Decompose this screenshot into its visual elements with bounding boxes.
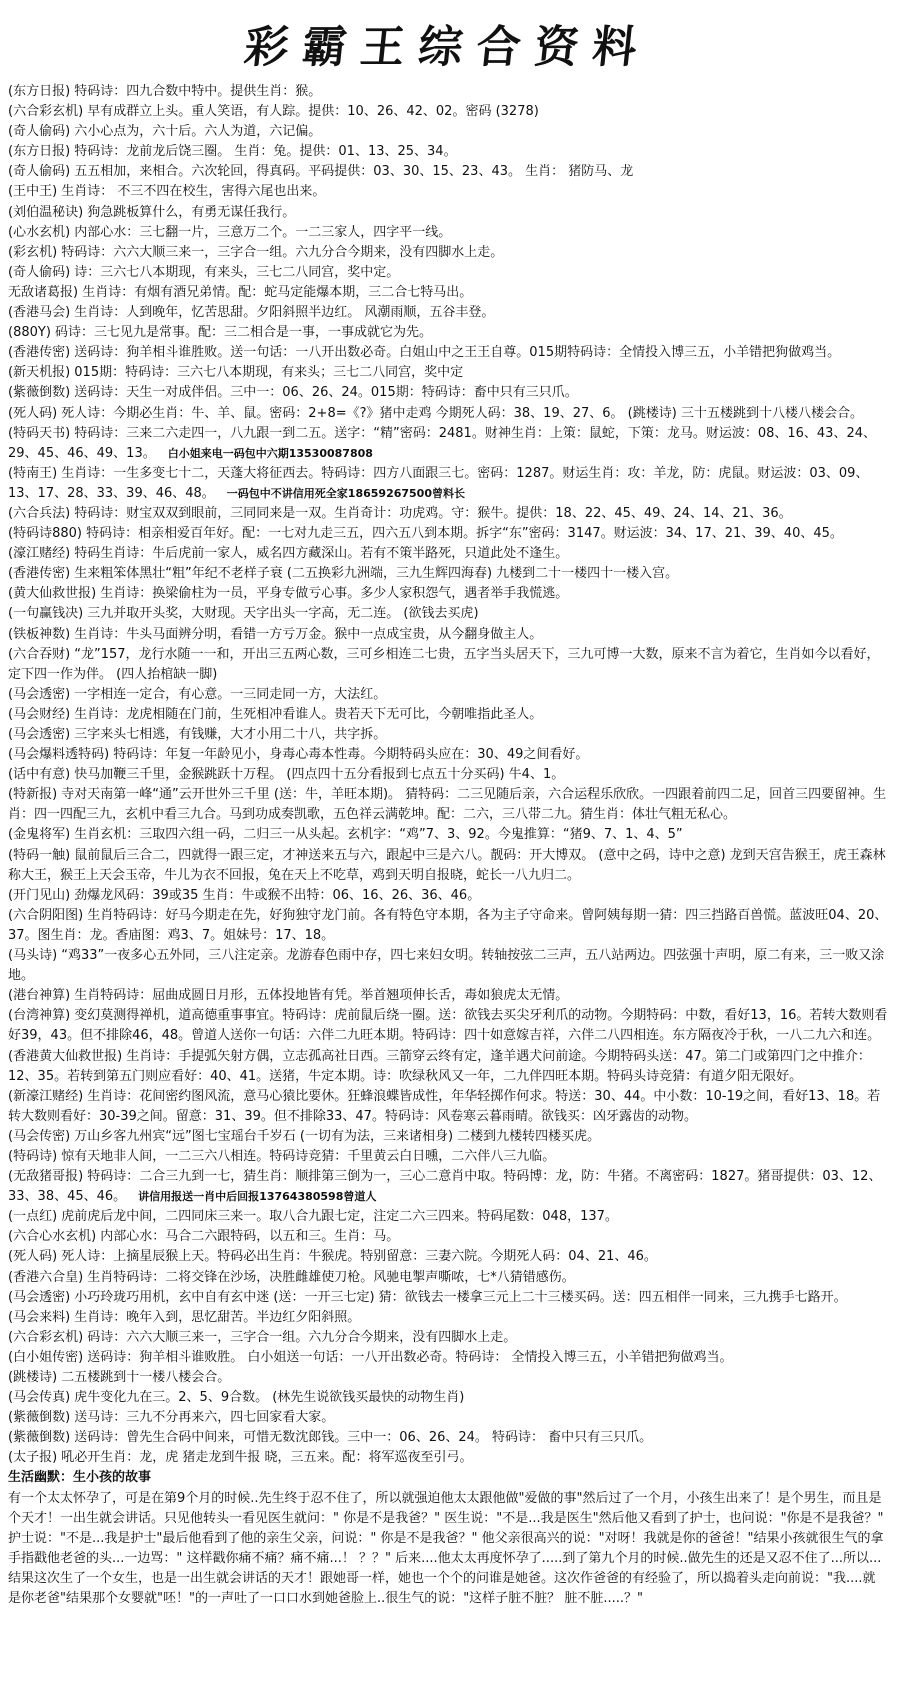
list-item-text: (马会透密) 一字相连一定合，有心意。一三同走同一方，大法红。 xyxy=(8,686,387,702)
list-item xyxy=(8,1408,888,1428)
page-title-text: 彩霸王综合资料 xyxy=(241,22,654,73)
list-item xyxy=(8,1087,888,1127)
list-item-text: (特码一触) 鼠前鼠后三合二，四就得一跟三定，才神送来五与六，跟起中三是六八。靓码：开大博双。 (意中之码，诗中之意) 龙到天宫告猴王，虎王森林称大王，猴王上天会玉帝，牛儿为衣不回报，兔在天上不吃草，鸡到天明自报晓，蛇长一八九归二。 xyxy=(8,847,886,883)
list-item-text: (香港传密) 生来粗笨体黑壮“粗”年纪不老样子衰 (二五换彩九洲端，三九生辉四海春) 九楼到二十一楼四十一楼入宫。 xyxy=(8,566,679,582)
list-item-text: (六合彩玄机) 码诗：六六大顺三来一，三字合一组。六九分合今期来，没有四脚水上走。 xyxy=(8,1329,517,1345)
list-item-text: (六合兵法) 特码诗：财宝双双到眼前，三同同来是一双。生肖奇计：功虎鸡。守：猴牛。提供：18、22、45、49、24、14、21、36。 xyxy=(8,505,792,521)
list-item-text: (王中王) 生肖诗： 不三不四在校生，害得六尾也出来。 xyxy=(8,184,326,200)
list-item-text: (六合阴阳图) 生肖特码诗：好马今期走在先，好狗独守龙门前。各有特色守本期，各为主子守命来。曾阿姨每期一猜：四三挡路百兽慌。蓝波旺04、20、37。图生肖：龙。香庙图：鸡3、7。姐妹号：17、18。 xyxy=(8,907,888,943)
list-item-text: (心水玄机) 内部心水：三七翻一片，三意万二个。一二三家人，四字平一线。 xyxy=(8,224,452,240)
list-item xyxy=(8,464,888,504)
list-item-text: (新天机报) 015期：特码诗：三六七八本期现，有来头；三七二八同宫，奖中定 xyxy=(8,365,464,381)
list-item xyxy=(8,303,888,323)
list-item xyxy=(8,1227,888,1247)
list-item xyxy=(8,1308,888,1328)
list-item xyxy=(8,343,888,363)
list-item-text: (特码诗880) 特码诗：相亲相爱百年好。配：一七对九走三五，四六五八到本期。拆字“东”密码：3147。财运波：34、17、21、39、40、45。 xyxy=(8,526,843,542)
list-item xyxy=(8,424,888,464)
list-item xyxy=(8,323,888,343)
contact-note: 讲信用报送一肖中后回报13764380598曾道人 xyxy=(138,1190,377,1204)
list-item xyxy=(8,765,888,785)
list-item xyxy=(8,1368,888,1388)
list-item xyxy=(8,685,888,705)
list-item-text: (特码诗) 惊有天地非人间，一二三六八相连。特码诗竞猜：千里黄云白日曛，二六伴八三九临。 xyxy=(8,1148,556,1164)
list-item xyxy=(8,1348,888,1368)
tips-list xyxy=(8,82,888,1468)
list-item-text: (马会来料) 生肖诗：晚年入到，思忆甜苦。半边红夕阳斜照。 xyxy=(8,1309,361,1325)
list-item xyxy=(8,564,888,584)
list-item-text: (香港传密) 送码诗：狗羊相斗谁胜败。送一句话：一八开出数必奇。白姐山中之王王自尊。015期特码诗：全情投入博三五，小羊错把狗做鸡当。 xyxy=(8,345,841,361)
list-item-text: (奇人偷码) 五五相加，来相合。六次轮回，得真码。平码提供：03、30、15、23、43。 生肖： 猪防马、龙 xyxy=(8,164,634,180)
list-item xyxy=(8,524,888,544)
list-item-text: (马头诗) “鸡33”一夜多心五外同，三八注定亲。龙游春色雨中存，四七来妇女明。转轴按弦二三声，五八站两边。四弦强十声明，原二有来，三一败又涂地。 xyxy=(8,948,885,984)
list-item-text: (刘伯温秘诀) 狗急跳板算什么，有勇无谋任我行。 xyxy=(8,204,296,220)
list-item-text: (东方日报) 特码诗：四九合数中特中。提供生肖：猴。 xyxy=(8,84,322,99)
list-item xyxy=(8,946,888,986)
list-item xyxy=(8,142,888,162)
list-item xyxy=(8,263,888,283)
list-item-text: (六合吞财) “龙”157，龙行水随一一和，开出三五两心数，三可乡相连二七贵，五字当头居天下，三九可博一大数，原来不言为着它，生肖如今以看好，定下四一作为伴。 (四人抬棺缺一脚) xyxy=(8,646,880,682)
list-item xyxy=(8,1448,888,1468)
list-item-text: (特南王) 生肖诗：一生多变七十二，天蓬大将征西去。特码诗：四方八面跟三七。密码：1287。财运生肖：攻：羊龙，防：虎鼠。财运波：03、09、13、17、28、33、39、46、48。 xyxy=(8,465,869,501)
list-item xyxy=(8,1247,888,1267)
list-item-text: (金鬼将军) 生肖玄机：三取四六组一码，二归三一从头起。玄机字：“鸡”7、3、92。今鬼推算：“猪9、7、1、4、5” xyxy=(8,827,683,843)
list-item xyxy=(8,705,888,725)
list-item xyxy=(8,544,888,564)
list-item-text: (东方日报) 特码诗：龙前龙后饶三圈。 生肖：兔。提供：01、13、25、34。 xyxy=(8,144,457,160)
list-item xyxy=(8,785,888,825)
list-item-text: (紫薇倒数) 送马诗：三九不分再来六，四七回家看大家。 xyxy=(8,1410,335,1426)
list-item-text: (马会爆料透特码) 特码诗：年复一年龄见小，身毒心毒本性毒。今期特码头应在：30、49之间看好。 xyxy=(8,747,589,763)
list-item xyxy=(8,1167,888,1207)
list-item-text: (新濠江赌经) 生肖诗：花间密约图风流，意马心猿比要休。狂蜂浪蝶皆成性，年华轻掷作何求。特送：30、44。中小数：10-19之间，看好13、18。若转大数则看好：30-39之间。留意：31、39。但不排除33、47。特码诗：风卷寒云暮雨晴。欲钱买：凶牙露齿的动物。 xyxy=(8,1088,881,1124)
story-title: 生活幽默：生小孩的故事 xyxy=(8,1470,152,1486)
list-item xyxy=(8,645,888,685)
list-item-text: (无敌猪哥报) 特码诗：二合三九到一七，猜生肖：顺排第三倒为一，三心二意肖中取。特码博：龙，防：牛猪。不离密码：1827。猪哥提供：03、12、33、38、45、46。 xyxy=(8,1169,882,1205)
list-item-text: (死人码) 死人诗：今期必生肖：牛、羊、鼠。密码：2+8=《?》猪中走鸡 今期死人码：38、19、27、6。 (跳楼诗) 三十五楼跳到十八楼八楼会合。 xyxy=(8,405,863,421)
list-item xyxy=(8,1207,888,1227)
list-item xyxy=(8,1388,888,1408)
list-item-text: (彩玄机) 特码诗：六六大顺三来一，三字合一组。六九分合今期来，没有四脚水上走。 xyxy=(8,244,504,260)
list-item-text: (白小姐传密) 送码诗：狗羊相斗谁败胜。 白小姐送一句话：一八开出数必奇。特码诗： 全情投入博三五，小羊错把狗做鸡当。 xyxy=(8,1349,733,1365)
list-item-text: (奇人偷码) 六小心点为，六十后。六人为道，六记偏。 xyxy=(8,124,322,140)
list-item xyxy=(8,584,888,604)
list-item-text: (特新报) 寺对天南第一峰“通”云开世外三千里 (送：牛，羊旺本期)。 猜特码：二三见随后亲，六合运程乐欣欣。一四跟着前四二足，回首三四要留神。生肖：四一四配三九，玄机中看三九合。马到功成奏凯歌，五色祥云满乾坤。配：二六，三八带二九。猜生肖：体壮气粗无私心。 xyxy=(8,787,887,823)
list-item-text: (开门见山) 劲爆龙风码：39或35 生肖：牛或猴不出特：06、16、26、36、46。 xyxy=(8,887,481,903)
list-item xyxy=(8,906,888,946)
list-item-text: (马会传真) 虎牛变化九在三。2、5、9合数。 (林先生说欲钱买最快的动物生肖) xyxy=(8,1390,465,1406)
list-item-text: (六合心水玄机) 内部心水：马合二六跟特码，以五和三。生肖：马。 xyxy=(8,1229,400,1245)
list-item-text: 无敌诸葛报) 生肖诗：有烟有酒兄弟情。配：蛇马定能爆本期，三二合七特马出。 xyxy=(8,284,473,300)
list-item xyxy=(8,122,888,142)
list-item xyxy=(8,203,888,223)
list-item xyxy=(8,1047,888,1087)
list-item xyxy=(8,625,888,645)
list-item xyxy=(8,504,888,524)
list-item-text: (黄大仙救世报) 生肖诗：换梁偷柱为一员，平身专做亏心事。多少人家积怨气，遇者举手我慌逃。 xyxy=(8,586,569,602)
list-item xyxy=(8,243,888,263)
list-item xyxy=(8,82,888,102)
list-item xyxy=(8,1147,888,1167)
list-item-text: (六合彩玄机) 早有成群立上头。重人笑语，有人踪。提供：10、26、42、02。密码 (3278) xyxy=(8,104,539,120)
list-item xyxy=(8,846,888,886)
list-item xyxy=(8,886,888,906)
list-item-text: (马会透密) 三字来头七相逃，有钱赚，大才小用二十八，共字拆。 xyxy=(8,727,387,742)
list-item xyxy=(8,986,888,1006)
list-item-text: (马会财经) 生肖诗：龙虎相随在门前，生死相冲看谁人。贵若天下无可比，今朝唯指此圣人。 xyxy=(8,706,543,722)
list-item-text: (台湾神算) 变幻莫测得禅机，道高德重事事宜。特码诗：虎前鼠后绕一圈。送：欲钱去买尖牙利爪的动物。今期特码：中数，看好13，16。若转大数则看好39，43。但不排除46，48。曾道人送你一句话：六伴二九旺本期。特码诗：四十如意嫁吉祥，六伴二八四相连。东方隔夜冷于秋，一八二九六和连。 xyxy=(8,1008,888,1044)
contact-note: 白小姐来电一码包中六期13530087808 xyxy=(167,446,373,460)
list-item-text: (马会传密) 万山乡客九州宾“远”图七宝瑶台千岁石 (一切有为法，三来诸相身) 二楼到九楼转四楼买虎。 xyxy=(8,1128,601,1144)
list-item-text: (香港马会) 生肖诗：人到晚年，忆苦思甜。夕阳斜照半边红。 风潮雨顺，五谷丰登。 xyxy=(8,305,495,321)
list-item xyxy=(8,745,888,765)
contact-note: 一码包中不讲信用死全家18659267500曾料长 xyxy=(226,486,465,500)
list-item xyxy=(8,1288,888,1308)
list-item xyxy=(8,383,888,403)
list-item-text: (马会透密) 小巧玲珑巧用机，玄中自有玄中迷 (送：一开三七定) 猜：欲钱去一楼拿三元上二十三楼买码。送：四五相伴一同来，三九携手七路开。 xyxy=(8,1289,847,1305)
list-item-text: (紫薇倒数) 送码诗：天生一对成伴侣。三中一：06、26、24。015期：特码诗：畜中只有三只爪。 xyxy=(8,385,578,401)
list-item-text: (香港六合皇) 生肖特码诗：二将交锋在沙场，决胜雌雄使刀枪。风驰电掣声嘶哝，七*八猜错感伤。 xyxy=(8,1269,575,1285)
list-item xyxy=(8,182,888,202)
list-item-text: (死人码) 死人诗：上摘星辰猴上天。特码必出生肖：牛猴虎。特别留意：三妻六院。今期死人码：04、21、46。 xyxy=(8,1249,657,1265)
list-item-text: (一点红) 虎前虎后龙中间，二四同床三来一。取八合九跟七定，注定二六三四来。特码尾数：048，137。 xyxy=(8,1209,618,1225)
list-item xyxy=(8,283,888,303)
list-item xyxy=(8,604,888,624)
list-item-text: (香港黄大仙救世报) 生肖诗：手提弧矢射方偶，立志孤高社日西。三箭穿云终有定，逢羊遇犬问前途。今期特码头送：47。第二门或第四门之中推介：12、35。若转到第五门则应看好：40、41。送猪，牛定本期。诗：吹绿秋风又一年，二九伴四旺本期。特码头诗竞猜：有道夕阳无限好。 xyxy=(8,1048,871,1084)
list-item xyxy=(8,1006,888,1046)
list-item-text: (特码天书) 特码诗：三来二六走四一，八九跟一到二五。送字：“精”密码：2481。财神生肖：上策：鼠蛇，下策：龙马。财运波：08、16、43、24、29、45、46、49、13。 xyxy=(8,425,876,461)
list-item xyxy=(8,1328,888,1348)
list-item-text: (太子报) 吼必开生肖：龙，虎 猪走龙到牛报 晓，三五来。配：将军巡夜至引弓。 xyxy=(8,1450,473,1466)
list-item xyxy=(8,1127,888,1147)
list-item xyxy=(8,102,888,122)
list-item xyxy=(8,404,888,424)
list-item-text: (一句赢钱决) 三九并取开头奖，大财现。天字出头一字高，无二连。 (欲钱去买虎) xyxy=(8,606,479,622)
list-item xyxy=(8,825,888,845)
list-item-text: (话中有意) 快马加鞭三千里，金猴跳跃十万程。 (四点四十五分看报到七点五十分买码) 牛4、1。 xyxy=(8,767,565,783)
list-item-text: (濠江赌经) 特码生肖诗：牛后虎前一家人，威名四方藏深山。若有不策半路死，只道此处不逢生。 xyxy=(8,546,569,562)
list-item-text: (跳楼诗) 二五楼跳到十一楼八楼会合。 xyxy=(8,1370,231,1385)
story-text: 有一个太太怀孕了，可是在第9个月的时候..先生终于忍不住了，所以就强迫他太太跟他做"爱做的事"然后过了一个月，小孩生出来了！是个男生，而且是个天才！一出生就会讲话。只见他转头一看见医生就问：" 你是不是我爸？" 医生说："不是...我是医生"然后他又看到了护士，也问说："你是不是我爸？" 护士说："不是...我是护士"最后他看到了他的亲生父亲，问说：" 你是不是我爸？" 他父亲很高兴的说："对呀！我就是你的爸爸！"结果小孩就很生气的拿手指戳他老爸的头...一边骂：" 这样戳你痛不痛？痛不痛...！ ？？" 后来....他太太再度怀孕了.....到了第九个月的时候..做先生的还是又忍不住了...所以...结果这次生了一个女生，也是一出生就会讲话的天才！跟她哥一样，她也一个个的问谁是她爸。这次作爸爸的有经验了，所以捣着头走向前说："我....就是你老爸"结果那个女婴就"呸！"的一声吐了一口口水到她爸脸上..很生气的说："这样子脏不脏？ 脏不脏.....？" xyxy=(8,1490,884,1607)
list-item-text: (铁板神数) 生肖诗：牛头马面辨分明，看错一方亏万金。猴中一点成宝贵，从今翻身做主人。 xyxy=(8,626,543,642)
list-item xyxy=(8,725,888,745)
list-item xyxy=(8,162,888,182)
list-item xyxy=(8,1268,888,1288)
list-item-text: (港台神算) 生肖特码诗：屈曲成圆日月形，五体投地皆有凭。举首翘项伸长舌，毒如狼虎太无情。 xyxy=(8,988,569,1004)
list-item-text: (880Y) 码诗：三七见九是常事。配：三二相合是一事，一事成就它为先。 xyxy=(8,325,433,341)
list-item-text: (奇人偷码) 诗：三六七八本期现，有来头，三七二八同宫，奖中定。 xyxy=(8,264,400,280)
list-item-text: (紫薇倒数) 送码诗：曾先生合码中间来，可惜无数沈郎钱。三中一：06、26、24。 特码诗： 畜中只有三只爪。 xyxy=(8,1430,653,1446)
list-item xyxy=(8,223,888,243)
page-title xyxy=(8,0,888,82)
list-item xyxy=(8,1428,888,1448)
list-item xyxy=(8,363,888,383)
